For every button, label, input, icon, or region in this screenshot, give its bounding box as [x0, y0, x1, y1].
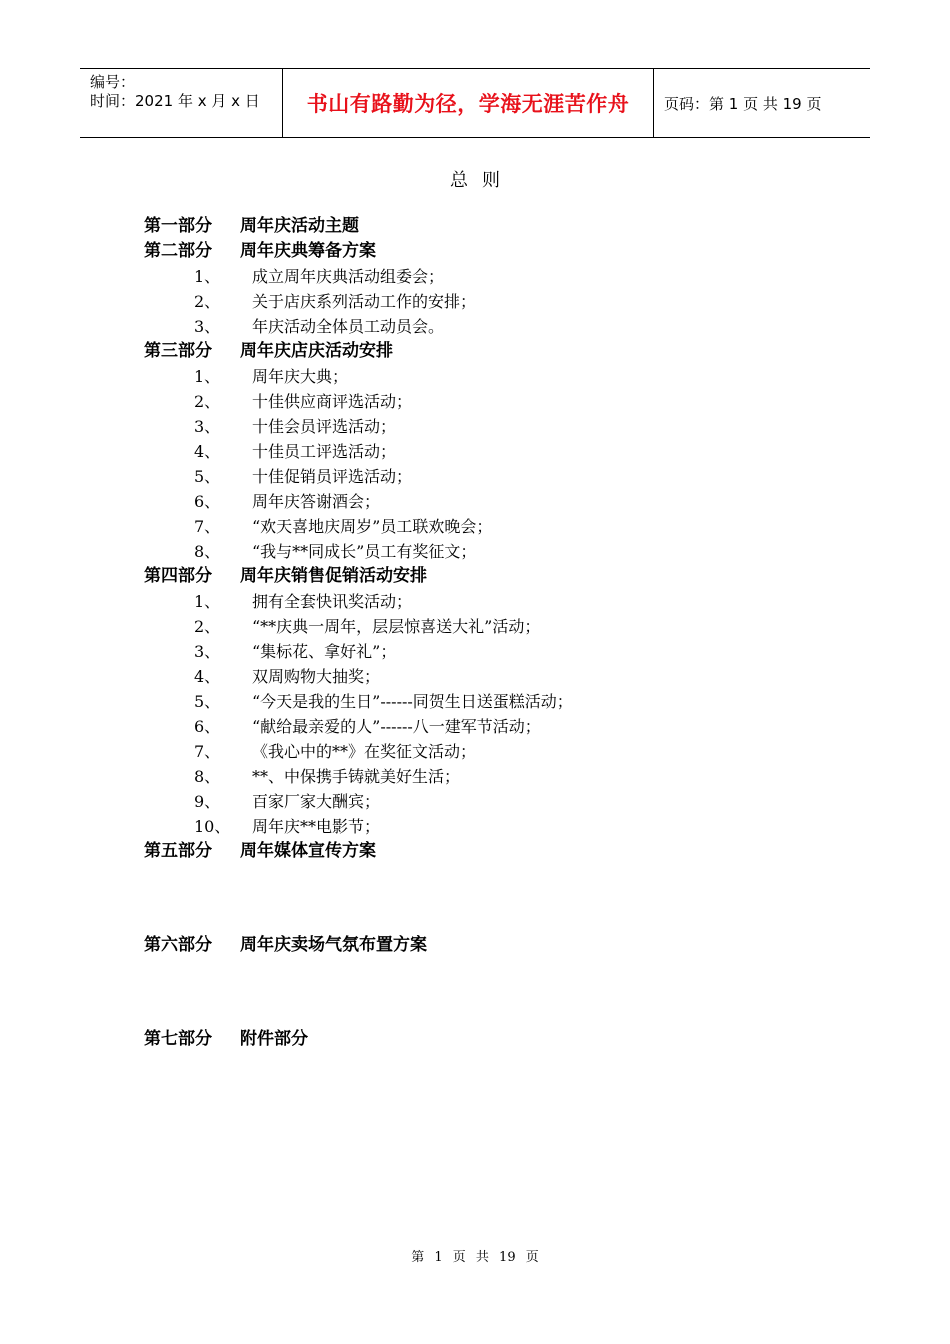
item-number: 1、: [194, 367, 221, 386]
list-item: [144, 789, 844, 814]
section-title: 周年庆卖场气氛布置方案: [240, 935, 427, 955]
list-item: [144, 614, 844, 639]
section-title: 周年庆典筹备方案: [240, 241, 376, 261]
header-page-info: 页码：第 1 页 共 19 页: [664, 94, 822, 113]
list-item: [144, 264, 844, 289]
item-text: **、中保携手铸就美好生活；: [252, 767, 461, 786]
item-text: 十佳会员评选活动；: [252, 417, 397, 436]
list-item: [144, 689, 844, 714]
item-text: 双周购物大抽奖；: [252, 667, 381, 686]
section-heading: [144, 933, 844, 958]
item-text: “我与**同成长”员工有奖征文；: [252, 542, 477, 561]
section-heading: [144, 339, 844, 364]
item-text: 关于店庆系列活动工作的安排；: [252, 292, 477, 311]
item-number: 8、: [194, 542, 221, 561]
section-number: 第六部分: [144, 935, 212, 955]
list-item: [144, 314, 844, 339]
section-title: 周年庆活动主题: [240, 216, 359, 236]
item-text: 周年庆大典；: [252, 367, 349, 386]
list-item: [144, 414, 844, 439]
item-text: “集标花、拿好礼”；: [252, 642, 397, 661]
item-number: 2、: [194, 392, 221, 411]
list-item: [144, 439, 844, 464]
item-text: “**庆典一周年，层层惊喜送大礼”活动；: [252, 617, 541, 636]
section-title: 周年媒体宣传方案: [240, 841, 376, 861]
item-number: 7、: [194, 517, 221, 536]
document-title: 总则: [450, 170, 514, 191]
item-text: 周年庆**电影节；: [252, 817, 381, 836]
list-item: [144, 739, 844, 764]
item-number: 6、: [194, 717, 221, 736]
section-number: 第二部分: [144, 241, 212, 261]
list-item: [144, 539, 844, 564]
section-number: 第一部分: [144, 216, 212, 236]
item-number: 6、: [194, 492, 221, 511]
item-text: 《我心中的**》在奖征文活动；: [252, 742, 477, 761]
document-number-label: 编号：: [90, 73, 136, 91]
list-item: [144, 489, 844, 514]
item-text: 年庆活动全体员工动员会。: [252, 317, 445, 336]
item-text: 十佳员工评选活动；: [252, 442, 397, 461]
item-number: 3、: [194, 417, 221, 436]
list-item: [144, 764, 844, 789]
item-number: 4、: [194, 667, 221, 686]
item-text: 拥有全套快讯奖活动；: [252, 592, 413, 611]
section-spacer: [144, 864, 844, 933]
header-page-cell: [654, 69, 870, 137]
item-number: 3、: [194, 317, 221, 336]
page-header: [80, 68, 870, 138]
item-text: “欢天喜地庆周岁”员工联欢晚会；: [252, 517, 493, 536]
item-text: 十佳促销员评选活动；: [252, 467, 413, 486]
list-item: [144, 289, 844, 314]
section-heading: [144, 239, 844, 264]
section-spacer: [144, 958, 844, 1027]
item-number: 2、: [194, 617, 221, 636]
item-text: “献给最亲爱的人”------八一建军节活动；: [252, 717, 541, 736]
list-item: [144, 714, 844, 739]
list-item: [144, 814, 844, 839]
section-number: 第七部分: [144, 1029, 212, 1049]
list-item: [144, 589, 844, 614]
section-title: 周年庆店庆活动安排: [240, 341, 393, 361]
section-number: 第五部分: [144, 841, 212, 861]
item-number: 1、: [194, 592, 221, 611]
item-number: 5、: [194, 692, 221, 711]
section-heading: [144, 839, 844, 864]
item-number: 5、: [194, 467, 221, 486]
item-number: 8、: [194, 767, 221, 786]
item-number: 2、: [194, 292, 221, 311]
header-motto: 书山有路勤为径，学海无涯苦作舟: [306, 92, 630, 116]
section-heading: [144, 564, 844, 589]
section-number: 第三部分: [144, 341, 212, 361]
header-motto-cell: [282, 69, 654, 137]
item-text: 成立周年庆典活动组委会；: [252, 267, 445, 286]
item-number: 4、: [194, 442, 221, 461]
page-footer: 第 1 页 共 19 页: [411, 1250, 539, 1265]
item-text: “今天是我的生日”------同贺生日送蛋糕活动；: [252, 692, 573, 711]
list-item: [144, 464, 844, 489]
item-text: 周年庆答谢酒会；: [252, 492, 381, 511]
section-heading: [144, 1027, 844, 1052]
section-title: 附件部分: [240, 1029, 308, 1049]
list-item: [144, 664, 844, 689]
document-date: 时间：2021 年 x 月 x 日: [90, 92, 260, 110]
item-text: 十佳供应商评选活动；: [252, 392, 413, 411]
item-number: 10、: [194, 817, 231, 836]
list-item: [144, 389, 844, 414]
section-heading: [144, 214, 844, 239]
item-number: 1、: [194, 267, 221, 286]
header-meta: [80, 69, 282, 137]
item-number: 9、: [194, 792, 221, 811]
section-title: 周年庆销售促销活动安排: [240, 566, 427, 586]
section-number: 第四部分: [144, 566, 212, 586]
list-item: [144, 514, 844, 539]
list-item: [144, 364, 844, 389]
list-item: [144, 639, 844, 664]
item-text: 百家厂家大酬宾；: [252, 792, 381, 811]
table-of-contents: [144, 214, 844, 1052]
item-number: 3、: [194, 642, 221, 661]
item-number: 7、: [194, 742, 221, 761]
